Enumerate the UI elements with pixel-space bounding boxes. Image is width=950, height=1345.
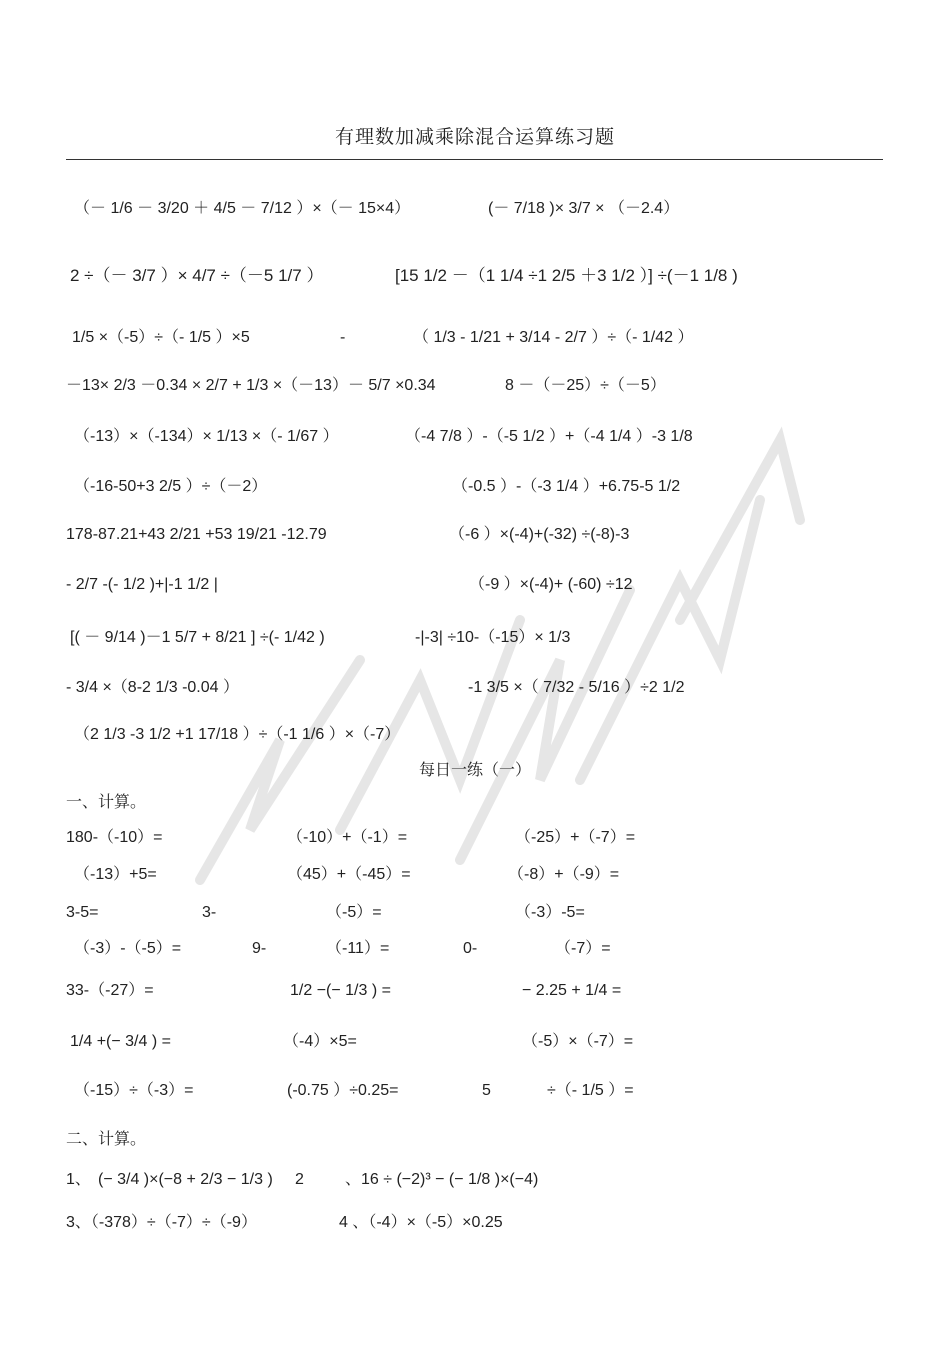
problem-18: -|-3| ÷10-（-15）× 1/3 — [415, 629, 571, 646]
daily-practice-title: 每日一练（一） — [418, 760, 531, 779]
problem-dash: - — [340, 329, 346, 346]
calc-item: 0- — [463, 940, 478, 957]
problem-21: （2 1/3 -3 1/2 +1 17/18 ）÷（-1 1/6 ）×（-7） — [74, 726, 401, 743]
calc2-item: 4 、（-4）×（-5）×0.25 — [339, 1214, 503, 1231]
calc-item: （-5）×（-7）= — [522, 1033, 634, 1050]
calc-item: （-25）+（-7）= — [515, 829, 636, 846]
problem-12: （-0.5 ）-（-3 1/4 ）+6.75-5 1/2 — [452, 478, 681, 495]
problem-11: （-16-50+3 2/5 ）÷（－2） — [74, 478, 268, 495]
calc-item: 33-（-27）= — [66, 982, 154, 999]
problem-7: －13× 2/3 －0.34 × 2/7 + 1/3 ×（－13）－ 5/7 ×0.34 — [66, 377, 436, 394]
calc-item: − 2.25 + 1/4 = — [522, 982, 622, 999]
calc-item: 180-（-10）= — [66, 829, 163, 846]
problem-1: （－ 1/6 － 3/20 ＋ 4/5 － 7/12 ）×（－ 15×4） — [74, 200, 411, 217]
calc2-item: 3、（-378）÷（-7）÷（-9） — [66, 1214, 257, 1231]
calc-item: （45）+（-45）= — [287, 866, 411, 883]
calc-item: 1/4 +(− 3/4 ) = — [70, 1033, 171, 1050]
section-two-heading: 二、计算。 — [66, 1129, 147, 1148]
calc-item: 3- — [202, 904, 217, 921]
problem-14: （-6 ）×(-4)+(-32) ÷(-8)-3 — [449, 526, 630, 543]
problem-15: - 2/7 -(- 1/2 )+|-1 1/2 | — [66, 576, 218, 593]
title-divider — [66, 159, 883, 160]
calc-item: (-0.75 ）÷0.25= — [287, 1082, 399, 1099]
calc-item: （-8）+（-9）= — [508, 866, 620, 883]
problem-4: [15 1/2 －（1 1/4 ÷1 2/5 ＋3 1/2 ）] ÷(－1 1/8 ) — [395, 266, 738, 285]
problem-10: （-4 7/8 ）-（-5 1/2 ）+（-4 1/4 ）-3 1/8 — [405, 428, 693, 445]
problem-8: 8 －（－25）÷（－5） — [505, 377, 666, 394]
calc-item: （-15）÷（-3）= — [74, 1082, 194, 1099]
calc-item: 3-5= — [66, 904, 99, 921]
calc-item: （-3）-5= — [515, 904, 585, 921]
calc-item: （-5）= — [326, 904, 382, 921]
problem-6: （ 1/3 - 1/21 + 3/14 - 2/7 ）÷（- 1/42 ） — [413, 329, 694, 346]
calc-item: 9- — [252, 940, 267, 957]
problem-19: - 3/4 ×（8-2 1/3 -0.04 ） — [66, 679, 239, 696]
calc2-item: (− 3/4 )×(−8 + 2/3 − 1/3 ) — [98, 1171, 273, 1188]
calc2-index: 1、 — [66, 1171, 91, 1188]
problem-9: （-13）×（-134）× 1/13 ×（- 1/67 ） — [74, 428, 339, 445]
problem-3: 2 ÷（－ 3/7 ）× 4/7 ÷（－5 1/7 ） — [70, 266, 324, 285]
calc-item: （-7）= — [555, 940, 611, 957]
problem-16: （-9 ）×(-4)+ (-60) ÷12 — [469, 576, 633, 593]
problem-20: -1 3/5 ×（ 7/32 - 5/16 ）÷2 1/2 — [468, 679, 685, 696]
calc-item: 1/2 −(− 1/3 ) = — [290, 982, 391, 999]
calc-item: （-13）+5= — [74, 866, 157, 883]
calc-item: （-11）= — [326, 940, 390, 957]
calc-item: （-4）×5= — [283, 1033, 357, 1050]
calc2-index: 2 — [295, 1171, 304, 1188]
calc-item: （-10）+（-1）= — [287, 829, 408, 846]
calc-item: （-3）-（-5）= — [74, 940, 182, 957]
page-title: 有理数加减乘除混合运算练习题 — [334, 126, 615, 148]
problem-5: 1/5 ×（-5）÷（- 1/5 ）×5 — [72, 329, 250, 346]
section-one-heading: 一、计算。 — [66, 792, 147, 811]
problem-2: (－ 7/18 )× 3/7 × （－2.4） — [488, 200, 680, 217]
problem-13: 178-87.21+43 2/21 +53 19/21 -12.79 — [66, 526, 327, 543]
problem-17: [( － 9/14 )－1 5/7 + 8/21 ] ÷(- 1/42 ) — [70, 629, 325, 646]
calc-item: ÷（- 1/5 ）= — [547, 1082, 634, 1099]
calc2-item: 、16 ÷ (−2)³ − (− 1/8 )×(−4) — [345, 1171, 539, 1188]
calc-item: 5 — [482, 1082, 491, 1099]
